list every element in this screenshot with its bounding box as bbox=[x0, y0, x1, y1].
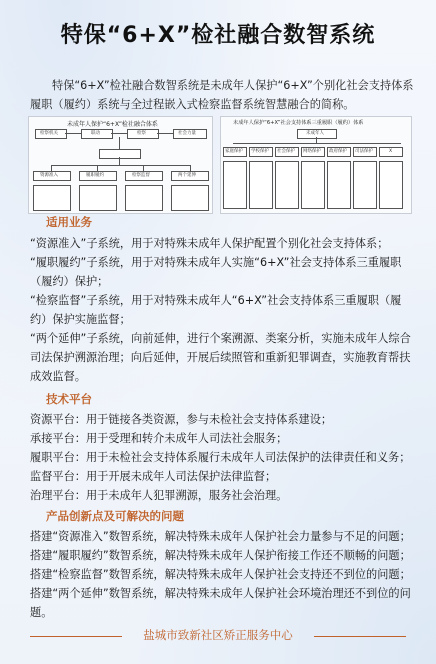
business-item: “履职履约”子系统，用于对特殊未成年人实施“6+X”社会支持体系三重履职（履约）保护； bbox=[30, 256, 402, 288]
platform-item: 资源平台：用于链接各类资源，参与未检社会支持体系建设； bbox=[30, 413, 333, 426]
diagram-connector bbox=[111, 133, 127, 134]
diagram-box: 未成年人 bbox=[297, 129, 337, 139]
diagram-box: 学校保护 bbox=[249, 147, 273, 157]
platform-item: 监督平台：用于开展未成年人司法保护法律监督； bbox=[30, 470, 277, 483]
section-heading-innovation: 产品创新点及可解决的问题 bbox=[46, 509, 184, 523]
platform-item: 履职平台：用于未检社会支持体系履行未成年人司法保护的法律责任和义务； bbox=[30, 451, 411, 464]
diagram-box bbox=[33, 185, 71, 211]
diagram-box bbox=[171, 185, 209, 211]
section-heading-platform: 技术平台 bbox=[46, 392, 92, 406]
diagram-connector bbox=[51, 165, 191, 166]
diagram-connector bbox=[119, 137, 120, 149]
diagram-left-heading: 未成年人保护“6+X”检社融合体系 bbox=[67, 121, 158, 128]
diagram-box: 履职履约 bbox=[79, 171, 117, 181]
diagram-connector bbox=[65, 133, 81, 134]
diagram-box: 联动 bbox=[81, 129, 113, 139]
diagram-box bbox=[249, 161, 273, 209]
diagram-connector bbox=[233, 143, 401, 144]
diagram-box: 检察 bbox=[127, 129, 159, 139]
diagram-box: 家庭保护 bbox=[223, 147, 247, 157]
diagram-box bbox=[223, 161, 247, 209]
diagram-box: 资源准入 bbox=[33, 171, 71, 181]
innovation-item: 搭建“资源准入”数智系统，解决特殊未成年人保护社会力量参与不足的问题； bbox=[30, 530, 411, 543]
diagram-box: 网络保护 bbox=[301, 147, 325, 157]
diagram-box: 检察监督 bbox=[125, 171, 163, 181]
business-item: “资源准入”子系统，用于对特殊未成年人保护配置个别化社会支持体系； bbox=[30, 237, 389, 250]
footer-organization: 盐城市致新社区矫正服务中心 bbox=[143, 628, 293, 642]
footer-divider-right bbox=[314, 636, 406, 637]
diagram-box bbox=[99, 149, 141, 159]
system-diagram-right bbox=[220, 116, 412, 214]
diagram-box bbox=[327, 161, 351, 209]
diagram-right-heading: 未成年人保护“6+X”社会支持体系三重履职（履约）体系 bbox=[233, 120, 364, 126]
diagram-box: 两个延伸 bbox=[171, 171, 209, 181]
diagram-box bbox=[301, 161, 325, 209]
business-item: “检察监督”子系统，用于对特殊未成年人“6+X”社会支持体系三重履职（履约）保护实施监督； bbox=[30, 294, 402, 326]
diagram-box: 社会力量 bbox=[173, 129, 207, 139]
innovation-item: 搭建“履职履约”数智系统，解决特殊未成年人保护衔接工作还不顺畅的问题； bbox=[30, 549, 411, 562]
diagram-box: 政府保护 bbox=[327, 147, 351, 157]
diagram-connector bbox=[157, 133, 173, 134]
business-item: “两个延伸”子系统，向前延伸，进行个案溯源、类案分析，实施未成年人综合司法保护溯源治理；向后延伸，开展后续照管和重新犯罪调查，实施教育帮扶成效监督。 bbox=[30, 332, 411, 383]
diagram-box: 社会保护 bbox=[275, 147, 299, 157]
diagram-box bbox=[379, 161, 403, 209]
diagram-box bbox=[353, 161, 377, 209]
platform-item: 治理平台：用于未成年人犯罪溯源，服务社会治理。 bbox=[30, 489, 288, 502]
system-diagram-left bbox=[28, 116, 213, 214]
innovation-item: 搭建“检察监督”数智系统，解决特殊未成年人保护社会支持还不到位的问题； bbox=[30, 568, 411, 581]
section-heading-business: 适用业务 bbox=[46, 215, 92, 229]
intro-paragraph: 特保“6+X”检社融合数智系统是未成年人保护“6+X”个别化社会支持体系履职（履约）系统与全过程嵌入式检察监督系统智慧融合的简称。 bbox=[30, 79, 414, 111]
diagram-connector bbox=[119, 157, 120, 165]
diagram-box: 司法保护 bbox=[353, 147, 377, 157]
diagram-box bbox=[79, 185, 117, 211]
diagram-box bbox=[125, 185, 163, 211]
page-title: 特保“6+X”检社融合数智系统 bbox=[60, 23, 376, 48]
platform-item: 承接平台：用于受理和转介未成年人司法社会服务； bbox=[30, 432, 288, 445]
diagram-box: X bbox=[379, 147, 403, 157]
diagram-box bbox=[275, 161, 299, 209]
innovation-item: 搭建“两个延伸”数智系统，解决特殊未成年人保护社会环境治理还不到位的问题。 bbox=[30, 587, 411, 619]
diagram-box: 检察机关 bbox=[35, 129, 67, 139]
